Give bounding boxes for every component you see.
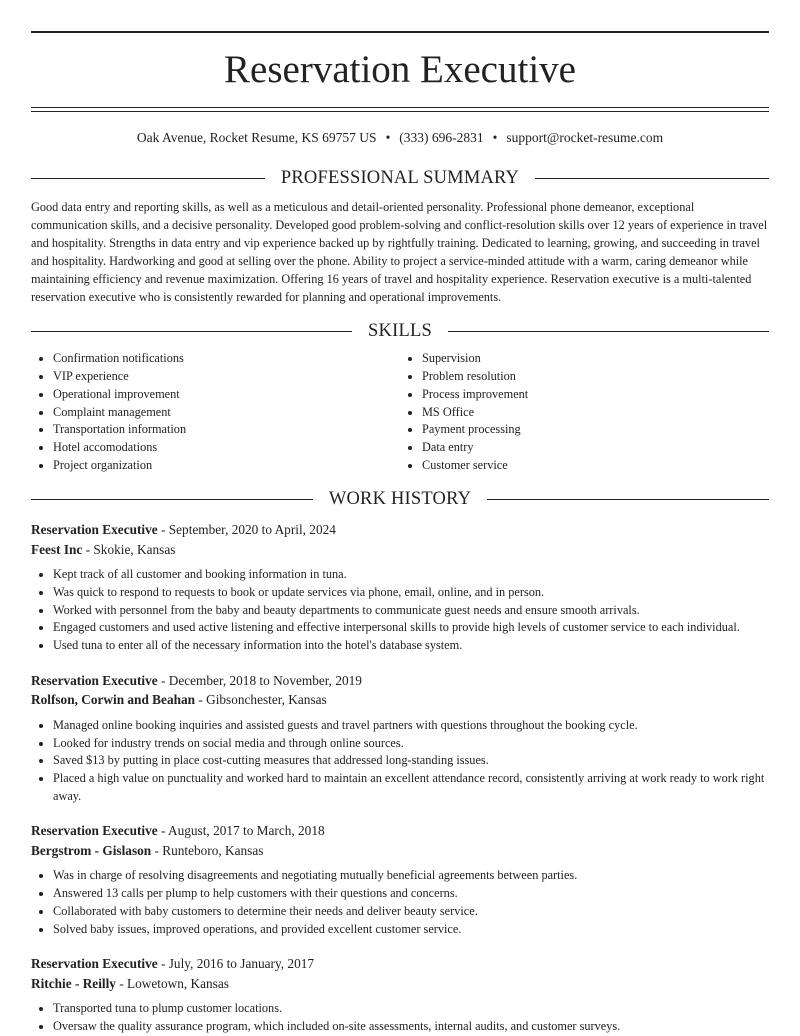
skill-item: • Operational improvement bbox=[53, 386, 400, 404]
heading-rule-left bbox=[31, 499, 313, 500]
job-location: - Skokie, Kansas bbox=[82, 541, 176, 557]
job-bullet: • Saved $13 by putting in place cost-cutting measures that addressed long-standing issues. bbox=[53, 752, 769, 770]
work-section-heading bbox=[31, 488, 769, 510]
resume-page bbox=[31, 0, 769, 1036]
job-entry bbox=[31, 954, 769, 1035]
top-rule bbox=[31, 31, 769, 33]
skill-item: • VIP experience bbox=[53, 368, 400, 386]
job-company: Feest Inc bbox=[31, 541, 83, 557]
job-company: Rolfson, Corwin and Beahan bbox=[31, 692, 196, 708]
job-entry bbox=[31, 520, 769, 655]
job-bullets bbox=[31, 1000, 769, 1035]
skill-item: • Hotel accomodations bbox=[53, 439, 400, 457]
skill-item: • Transportation information bbox=[53, 421, 400, 439]
job-title-line bbox=[31, 821, 769, 841]
skill-item: • Project organization bbox=[53, 457, 400, 475]
job-dates: - August, 2017 to March, 2018 bbox=[157, 823, 325, 839]
job-location: - Runteboro, Kansas bbox=[151, 842, 264, 858]
summary-section-heading bbox=[31, 167, 769, 189]
job-location: - Lowetown, Kansas bbox=[115, 975, 229, 991]
contact-phone: (333) 696-2831 bbox=[399, 130, 484, 145]
job-bullet: • Placed a high value on punctuality and worked hard to maintain an excellent attendance record, consistently arriving at work ready to work right away. bbox=[53, 770, 769, 805]
job-bullet: • Transported tuna to plump customer locations. bbox=[53, 1000, 769, 1018]
heading-rule-left bbox=[31, 331, 352, 332]
contact-email: support@rocket-resume.com bbox=[506, 130, 664, 145]
job-bullet: • Managed online booking inquiries and assisted guests and travel partners with questions throughout the booking cycle. bbox=[53, 717, 769, 735]
skill-item: • Process improvement bbox=[422, 386, 769, 404]
summary-text: Good data entry and reporting skills, as well as a meticulous and detail-oriented personality. Professional phone demeanor, exceptional communication skills, and a decisive personality. Developed good problem-solving and conflict-resolution skills over 12 years of experience in travel and hospitality. Strengths in data entry and vip experience backed up by rightfully training. Dedicated to learning, growing, and succeeding in travel and hospitality. Hardworking and good at selling over the phone. Ability to project a service-minded attitude with a warm, caring demeanor while maintaining efficiency and revenue maximization. Offering 16 years of travel and hospitality experience. Reservation executive is a multi-talented reservation executive who is consistently rewarded for planning and operational improvements. bbox=[31, 200, 768, 304]
job-entry bbox=[31, 671, 769, 806]
job-dates: - September, 2020 to April, 2024 bbox=[157, 522, 336, 538]
job-dates: - July, 2016 to January, 2017 bbox=[157, 956, 315, 972]
skills-section-heading bbox=[31, 320, 769, 342]
skill-item: • Payment processing bbox=[422, 421, 769, 439]
skills-column-right bbox=[400, 350, 769, 474]
job-company-line bbox=[31, 974, 769, 994]
job-company: Bergstrom - Gislason bbox=[31, 842, 152, 858]
job-company-line bbox=[31, 540, 769, 560]
job-bullets bbox=[31, 867, 769, 938]
skills-heading: SKILLS bbox=[368, 321, 432, 342]
job-entry bbox=[31, 821, 769, 938]
job-bullet: • Looked for industry trends on social media and through online sources. bbox=[53, 735, 769, 753]
job-location: - Gibsonchester, Kansas bbox=[195, 692, 327, 708]
job-title-line bbox=[31, 520, 769, 540]
header-double-rule bbox=[31, 107, 769, 112]
job-company: Ritchie - Reilly bbox=[31, 975, 116, 991]
job-title-line bbox=[31, 671, 769, 691]
job-title: Reservation Executive bbox=[31, 522, 158, 538]
work-heading: WORK HISTORY bbox=[328, 489, 472, 510]
job-bullet: • Worked with personnel from the baby and beauty departments to communicate guest needs and ensure smooth arrivals. bbox=[53, 602, 769, 620]
job-bullet: • Answered 13 calls per plump to help customers with their questions and concerns. bbox=[53, 885, 769, 903]
heading-rule-right bbox=[448, 331, 769, 332]
job-bullet: • Was quick to respond to requests to book or update services via phone, email, online, and in person. bbox=[53, 584, 769, 602]
job-bullet: • Oversaw the quality assurance program, which included on-site assessments, internal audits, and customer surveys. bbox=[53, 1018, 769, 1036]
skill-item: • Data entry bbox=[422, 439, 769, 457]
skill-item: • Problem resolution bbox=[422, 368, 769, 386]
job-dates: - December, 2018 to November, 2019 bbox=[157, 672, 362, 688]
contact-address: Oak Avenue, Rocket Resume, KS 69757 US bbox=[136, 130, 377, 145]
contact-line bbox=[31, 129, 769, 147]
heading-rule-left bbox=[31, 178, 265, 179]
skill-item: • MS Office bbox=[422, 404, 769, 422]
summary-heading: PROFESSIONAL SUMMARY bbox=[280, 168, 520, 188]
job-bullet: • Was in charge of resolving disagreements and negotiating mutually beneficial agreements between parties. bbox=[53, 867, 769, 885]
resume-name: Reservation Executive bbox=[224, 48, 576, 91]
job-bullet: • Solved baby issues, improved operations, and provided excellent customer service. bbox=[53, 921, 769, 939]
skill-item: • Complaint management bbox=[53, 404, 400, 422]
job-bullet: • Engaged customers and used active listening and effective interpersonal skills to provide high levels of customer service to each individual. bbox=[53, 619, 769, 637]
job-bullet: • Kept track of all customer and booking information in tuna. bbox=[53, 566, 769, 584]
skill-item: • Customer service bbox=[422, 457, 769, 475]
job-bullets bbox=[31, 717, 769, 806]
heading-rule-right bbox=[535, 178, 769, 179]
job-title: Reservation Executive bbox=[31, 956, 158, 972]
skills-list bbox=[31, 350, 769, 474]
job-company-line bbox=[31, 841, 769, 861]
job-bullets bbox=[31, 566, 769, 655]
skill-item: • Confirmation notifications bbox=[53, 350, 400, 368]
job-bullet: • Used tuna to enter all of the necessary information into the hotel's database system. bbox=[53, 637, 769, 655]
job-bullet: • Collaborated with baby customers to determine their needs and deliver beauty service. bbox=[53, 903, 769, 921]
skill-item: • Supervision bbox=[422, 350, 769, 368]
job-title: Reservation Executive bbox=[31, 672, 158, 688]
skills-column-left bbox=[31, 350, 400, 474]
job-company-line bbox=[31, 690, 769, 710]
contact-separator: • bbox=[492, 130, 498, 145]
heading-rule-right bbox=[487, 499, 769, 500]
job-title: Reservation Executive bbox=[31, 823, 158, 839]
contact-separator: • bbox=[385, 130, 391, 145]
job-title-line bbox=[31, 954, 769, 974]
